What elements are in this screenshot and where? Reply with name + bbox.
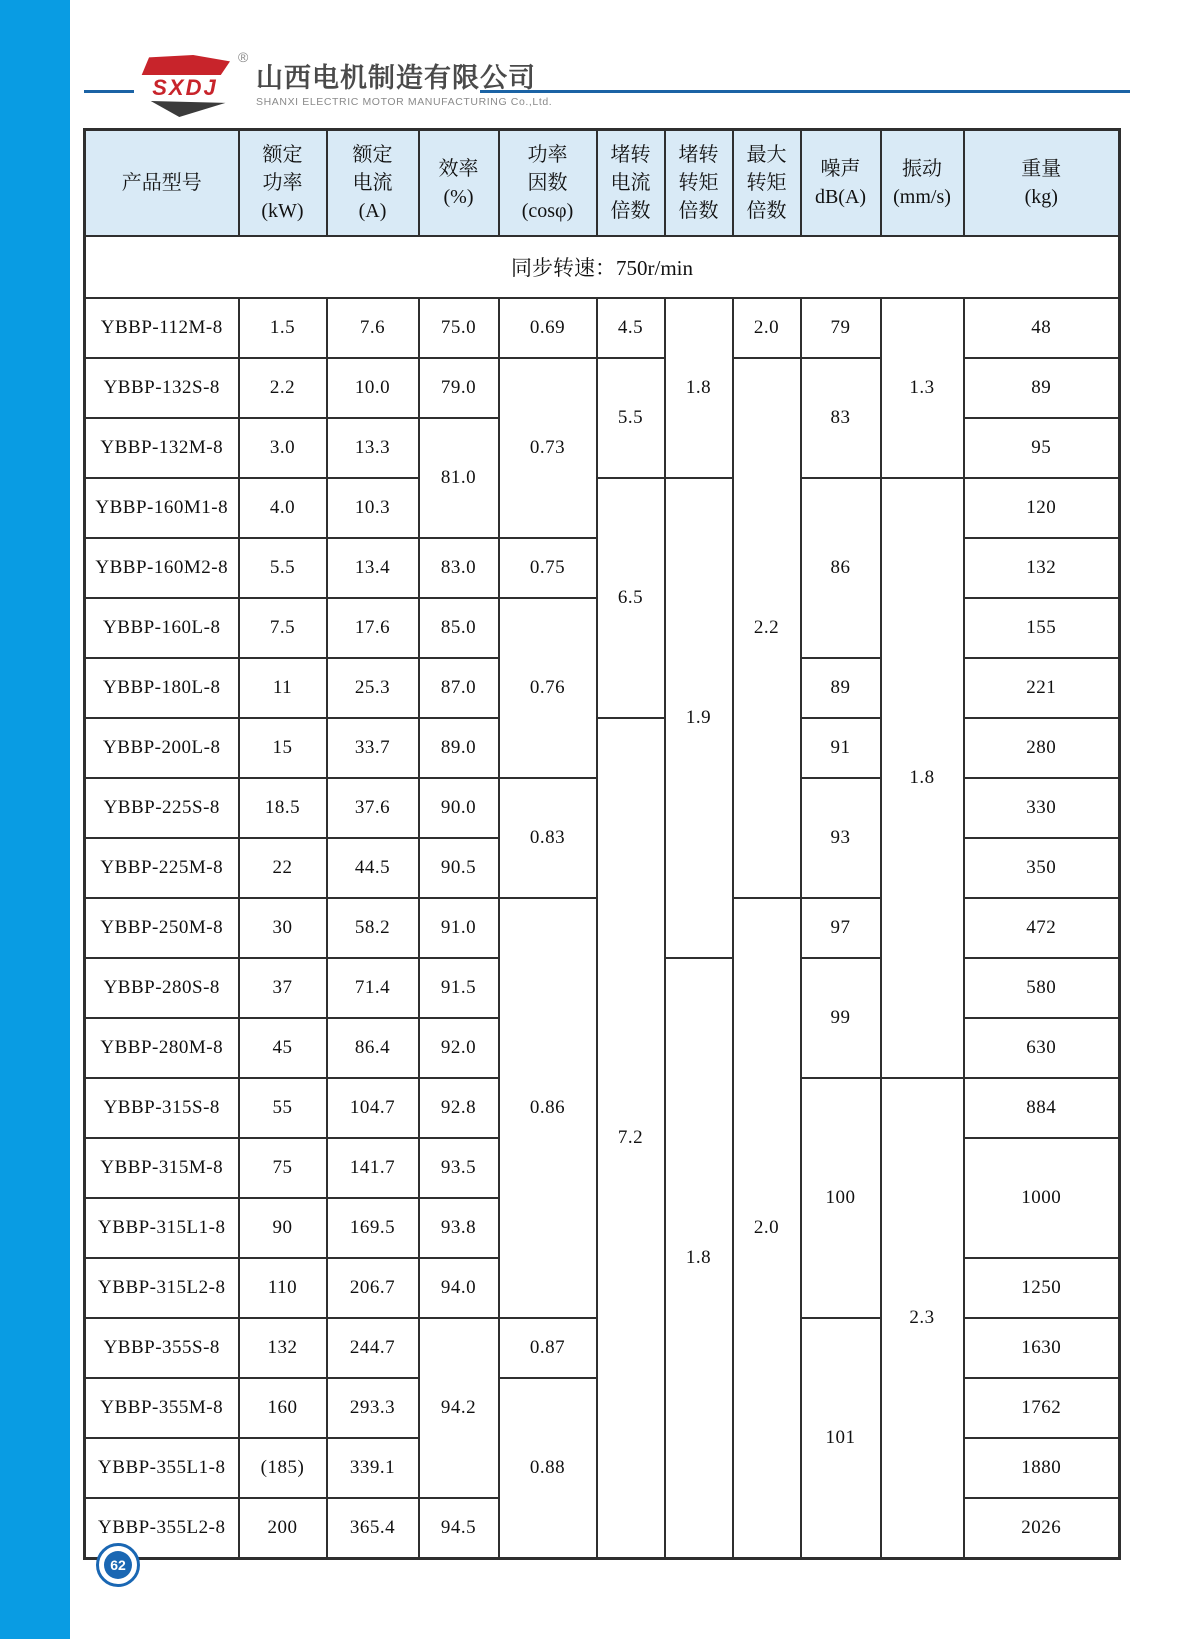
- table-cell: 92.8: [419, 1078, 499, 1138]
- table-cell: 132: [964, 538, 1120, 598]
- table-cell: 86: [801, 478, 881, 658]
- table-cell: 1.9: [665, 478, 733, 958]
- table-cell: 89: [964, 358, 1120, 418]
- table-cell: 0.76: [499, 598, 597, 778]
- table-cell: 22: [239, 838, 327, 898]
- synchronous-speed-label: 同步转速：750r/min: [85, 236, 1120, 298]
- table-cell: 81.0: [419, 418, 499, 538]
- table-cell: 0.86: [499, 898, 597, 1318]
- table-cell: 91.0: [419, 898, 499, 958]
- page-number-badge: [96, 1543, 140, 1587]
- table-cell: 79.0: [419, 358, 499, 418]
- col-header-rated-power: 额定 功率 (kW): [239, 130, 327, 237]
- table-cell: 0.73: [499, 358, 597, 538]
- table-cell: 365.4: [327, 1498, 419, 1559]
- table-cell: 104.7: [327, 1078, 419, 1138]
- table-cell: 1250: [964, 1258, 1120, 1318]
- table-cell: 4.0: [239, 478, 327, 538]
- table-cell: 0.88: [499, 1378, 597, 1559]
- table-cell: 1762: [964, 1378, 1120, 1438]
- model-cell: YBBP-315S-8: [85, 1078, 239, 1138]
- table-cell: 1880: [964, 1438, 1120, 1498]
- table-cell: 93.8: [419, 1198, 499, 1258]
- table-cell: 11: [239, 658, 327, 718]
- col-header-vibration: 振动 (mm/s): [881, 130, 964, 237]
- model-cell: YBBP-160L-8: [85, 598, 239, 658]
- table-cell: 884: [964, 1078, 1120, 1138]
- table-cell: 3.0: [239, 418, 327, 478]
- table-cell: 2.0: [733, 898, 801, 1559]
- table-cell: 71.4: [327, 958, 419, 1018]
- sxdj-logo-icon: [138, 49, 249, 119]
- table-cell: 1.5: [239, 298, 327, 358]
- left-accent-bar: [0, 0, 70, 1639]
- col-header-max-torque-ratio: 最大 转矩 倍数: [733, 130, 801, 237]
- model-cell: YBBP-355L2-8: [85, 1498, 239, 1559]
- table-cell: 90: [239, 1198, 327, 1258]
- col-header-rated-current: 额定 电流 (A): [327, 130, 419, 237]
- table-cell: 5.5: [239, 538, 327, 598]
- table-cell: 95: [964, 418, 1120, 478]
- table-cell: 0.83: [499, 778, 597, 898]
- table-cell: 0.75: [499, 538, 597, 598]
- table-cell: 15: [239, 718, 327, 778]
- table-cell: 83.0: [419, 538, 499, 598]
- table-cell: 17.6: [327, 598, 419, 658]
- model-cell: YBBP-280S-8: [85, 958, 239, 1018]
- table-cell: 244.7: [327, 1318, 419, 1378]
- table-cell: 55: [239, 1078, 327, 1138]
- logo-red-banner-shape: [138, 55, 230, 75]
- header-row: [85, 130, 1120, 237]
- table-cell: 101: [801, 1318, 881, 1559]
- company-name-chinese: 山西电机制造有限公司: [256, 62, 536, 93]
- table-cell: 221: [964, 658, 1120, 718]
- table-cell: 30: [239, 898, 327, 958]
- table-cell: 4.5: [597, 298, 665, 358]
- spec-table-head: [85, 130, 1120, 237]
- table-cell: 94.5: [419, 1498, 499, 1559]
- company-name-block: [256, 64, 552, 109]
- table-cell: 86.4: [327, 1018, 419, 1078]
- table-cell: 350: [964, 838, 1120, 898]
- table-cell: 6.5: [597, 478, 665, 718]
- table-cell: 10.0: [327, 358, 419, 418]
- table-cell: 120: [964, 478, 1120, 538]
- table-cell: 13.4: [327, 538, 419, 598]
- table-row: [85, 298, 1120, 358]
- table-cell: 280: [964, 718, 1120, 778]
- table-cell: 85.0: [419, 598, 499, 658]
- model-cell: YBBP-315L1-8: [85, 1198, 239, 1258]
- model-cell: YBBP-355S-8: [85, 1318, 239, 1378]
- col-header-noise: 噪声 dB(A): [801, 130, 881, 237]
- model-cell: YBBP-315L2-8: [85, 1258, 239, 1318]
- table-cell: 1.3: [881, 298, 964, 478]
- registered-trademark-icon: ®: [238, 49, 249, 65]
- table-cell: 293.3: [327, 1378, 419, 1438]
- table-cell: 1.8: [881, 478, 964, 1078]
- table-cell: 7.2: [597, 718, 665, 1559]
- col-header-locked-rotor-current-ratio: 堵转 电流 倍数: [597, 130, 665, 237]
- model-cell: YBBP-112M-8: [85, 298, 239, 358]
- table-cell: 169.5: [327, 1198, 419, 1258]
- header-rule-left: [84, 90, 134, 93]
- table-cell: 97: [801, 898, 881, 958]
- table-cell: 93: [801, 778, 881, 898]
- model-cell: YBBP-200L-8: [85, 718, 239, 778]
- model-cell: YBBP-355L1-8: [85, 1438, 239, 1498]
- model-cell: YBBP-160M2-8: [85, 538, 239, 598]
- table-cell: 99: [801, 958, 881, 1078]
- table-cell: 89: [801, 658, 881, 718]
- table-cell: 2.2: [733, 358, 801, 898]
- table-cell: 330: [964, 778, 1120, 838]
- table-row: [85, 718, 1120, 778]
- table-cell: 0.69: [499, 298, 597, 358]
- table-cell: 89.0: [419, 718, 499, 778]
- table-cell: 87.0: [419, 658, 499, 718]
- table-cell: 48: [964, 298, 1120, 358]
- table-cell: 100: [801, 1078, 881, 1318]
- model-cell: YBBP-315M-8: [85, 1138, 239, 1198]
- table-cell: 79: [801, 298, 881, 358]
- table-cell: 2026: [964, 1498, 1120, 1559]
- motor-spec-table: [83, 128, 1118, 1560]
- model-cell: YBBP-132M-8: [85, 418, 239, 478]
- table-cell: 630: [964, 1018, 1120, 1078]
- model-cell: YBBP-180L-8: [85, 658, 239, 718]
- table-cell: 2.2: [239, 358, 327, 418]
- table-cell: 2.0: [733, 298, 801, 358]
- spec-table: [83, 128, 1121, 1560]
- table-cell: 7.5: [239, 598, 327, 658]
- table-cell: 132: [239, 1318, 327, 1378]
- table-cell: 58.2: [327, 898, 419, 958]
- model-cell: YBBP-160M1-8: [85, 478, 239, 538]
- company-name-english: SHANXI ELECTRIC MOTOR MANUFACTURING Co.,Ltd.: [256, 96, 553, 109]
- logo-dark-chevron-shape: [144, 101, 228, 117]
- table-cell: 1630: [964, 1318, 1120, 1378]
- table-cell: 75.0: [419, 298, 499, 358]
- table-cell: 580: [964, 958, 1120, 1018]
- table-cell: 141.7: [327, 1138, 419, 1198]
- table-cell: 206.7: [327, 1258, 419, 1318]
- table-row: [85, 478, 1120, 538]
- table-row: [85, 358, 1120, 418]
- table-cell: 37: [239, 958, 327, 1018]
- table-cell: 25.3: [327, 658, 419, 718]
- company-logo: [138, 50, 552, 122]
- col-header-model: 产品型号: [85, 130, 239, 237]
- col-header-weight: 重量 (kg): [964, 130, 1120, 237]
- table-cell: 1.8: [665, 298, 733, 478]
- table-cell: 10.3: [327, 478, 419, 538]
- table-cell: 2.3: [881, 1078, 964, 1559]
- model-cell: YBBP-355M-8: [85, 1378, 239, 1438]
- table-cell: 7.6: [327, 298, 419, 358]
- model-cell: YBBP-225M-8: [85, 838, 239, 898]
- table-cell: 339.1: [327, 1438, 419, 1498]
- page-number: 62: [104, 1551, 132, 1579]
- table-cell: 1.8: [665, 958, 733, 1559]
- table-cell: 13.3: [327, 418, 419, 478]
- table-cell: 90.0: [419, 778, 499, 838]
- table-cell: 33.7: [327, 718, 419, 778]
- table-cell: 37.6: [327, 778, 419, 838]
- table-cell: 110: [239, 1258, 327, 1318]
- table-cell: 1000: [964, 1138, 1120, 1258]
- table-cell: 18.5: [239, 778, 327, 838]
- table-cell: 5.5: [597, 358, 665, 478]
- spec-table-body: [85, 236, 1120, 1559]
- col-header-power-factor: 功率 因数 (cosφ): [499, 130, 597, 237]
- table-cell: 45: [239, 1018, 327, 1078]
- table-cell: 0.87: [499, 1318, 597, 1378]
- table-cell: 90.5: [419, 838, 499, 898]
- table-cell: 94.2: [419, 1318, 499, 1498]
- model-cell: YBBP-225S-8: [85, 778, 239, 838]
- table-cell: 75: [239, 1138, 327, 1198]
- model-cell: YBBP-132S-8: [85, 358, 239, 418]
- table-cell: 92.0: [419, 1018, 499, 1078]
- table-cell: 91: [801, 718, 881, 778]
- table-cell: 94.0: [419, 1258, 499, 1318]
- header-rule-right: [480, 90, 1130, 93]
- table-cell: 83: [801, 358, 881, 478]
- logo-text: SXDJ: [152, 75, 218, 100]
- table-cell: 160: [239, 1378, 327, 1438]
- model-cell: YBBP-250M-8: [85, 898, 239, 958]
- col-header-efficiency: 效率 (%): [419, 130, 499, 237]
- table-cell: 155: [964, 598, 1120, 658]
- subheader-row: [85, 236, 1120, 298]
- table-cell: 91.5: [419, 958, 499, 1018]
- model-cell: YBBP-280M-8: [85, 1018, 239, 1078]
- table-cell: 472: [964, 898, 1120, 958]
- table-cell: (185): [239, 1438, 327, 1498]
- col-header-locked-rotor-torque-ratio: 堵转 转矩 倍数: [665, 130, 733, 237]
- table-cell: 200: [239, 1498, 327, 1559]
- table-cell: 93.5: [419, 1138, 499, 1198]
- table-cell: 44.5: [327, 838, 419, 898]
